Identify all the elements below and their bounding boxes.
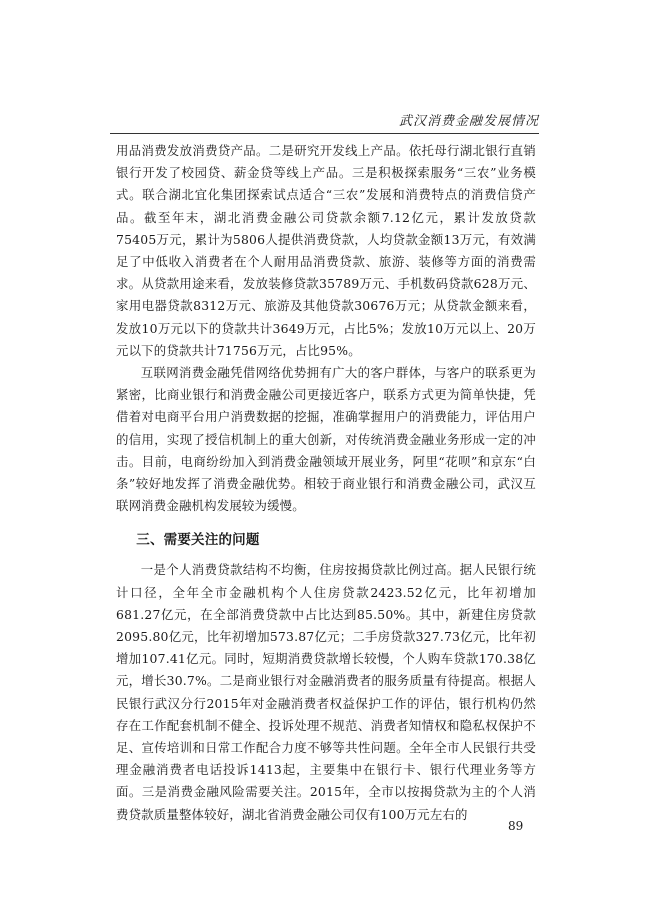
paragraph-1: 用品消费发放消费贷产品。二是研究开发线上产品。依托母行湖北银行直销银行开发了校园贷、薪金贷等线上产品。三是积极探索服务“三农”业务模式。联合湖北宜化集团探索试点适合“三农”发展和消费特点的消费信贷产品。截至年末，湖北消费金融公司贷款余额7.12亿元，累计发放贷款75405万元，累计为5806人提供消费贷款，人均贷款金额13万元，有效满足了中低收入消费者在个人耐用品消费贷款、旅游、装修等方面的消费需求。从贷款用途来看，发放装修贷款35789万元、手机数码贷款628万元、家用电器贷款8312万元、旅游及其他贷款30676万元；从贷款金额来看，发放10万元以下的贷款共计3649万元，占比5%；发放10万元以上、20万元以下的贷款共计71756万元，占比95%。 (116, 143, 536, 358)
body-text (116, 140, 536, 826)
header-rule (110, 133, 539, 134)
paragraph-3: 一是个人消费贷款结构不均衡，住房按揭贷款比例过高。据人民银行统计口径，全年全市金融机构个人住房贷款2423.52亿元，比年初增加681.27亿元，在全部消费贷款中占比达到85.50%。其中，新建住房贷款2095.80亿元，比年初增加573.87亿元；二手房贷款327.73亿元，比年初增加107.41亿元。同时，短期消费贷款增长较慢，个人购车贷款170.38亿元，增长30.7%。二是商业银行对金融消费者的服务质量有待提高。根据人民银行武汉分行2015年对金融消费者权益保护工作的评估，银行机构仍然存在工作配套机制不健全、投诉处理不规范、消费者知情权和隐私权保护不足、宣传培训和日常工作配合力度不够等共性问题。全年全市人民银行共受理金融消费者电话投诉1413起，主要集中在银行卡、银行代理业务等方面。三是消费金融风险需要关注。2015年，全市以按揭贷款为主的个人消费贷款质量整体较好，湖北省消费金融公司仅有100万元左右的 (116, 562, 536, 822)
page-number: 89 (508, 819, 524, 833)
running-head: 武汉消费金融发展情况 (398, 114, 539, 129)
paragraph-2: 互联网消费金融凭借网络优势拥有广大的客户群体，与客户的联系更为紧密，比商业银行和消费金融公司更接近客户，联系方式更为简单快捷，凭借着对电商平台用户消费数据的挖掘，准确掌握用户的消费能力，评估用户的信用，实现了授信机制上的重大创新，对传统消费金融业务形成一定的冲击。目前，电商纷纷加入到消费金融领域开展业务，阿里“花呗”和京东“白条”较好地发挥了消费金融优势。相较于商业银行和消费金融公司，武汉互联网消费金融机构发展较为缓慢。 (116, 365, 536, 514)
section-heading: 三、需要关注的问题 (136, 532, 260, 549)
